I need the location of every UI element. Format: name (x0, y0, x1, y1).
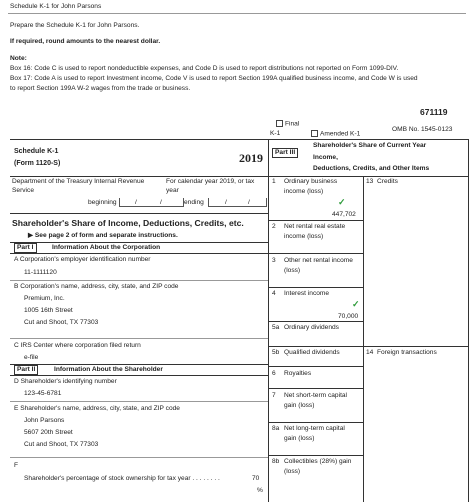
shareholder-city-field[interactable]: Cut and Shoot, TX 77303 (24, 441, 99, 448)
instruction-text: Prepare the Schedule K-1 for John Parsons. (10, 22, 140, 29)
note-line-3: to report Section 199A W-2 wages from the trade or business. (10, 85, 191, 92)
box7-num: 7 (272, 392, 276, 399)
corp-address-label: B Corporation's name, address, city, state, and ZIP code (14, 283, 179, 290)
amended-checkbox[interactable] (311, 130, 360, 138)
ending-date-field[interactable] (208, 198, 267, 207)
box7-label-1: Net short-term capital (284, 392, 348, 399)
box8b-label-2: (loss) (284, 468, 301, 475)
box5a-label: Ordinary dividends (284, 324, 339, 331)
corp-street-field[interactable]: 1005 16th Street (24, 307, 73, 314)
shareholder-name-field[interactable]: John Parsons (24, 417, 65, 424)
box7-label-2: gain (loss) (284, 402, 315, 409)
box5a-num: 5a (272, 324, 280, 331)
department-line-2: Service (12, 187, 34, 194)
part3-tag: Part III (272, 148, 298, 158)
box8a-label-1: Net long-term capital (284, 425, 345, 432)
box1-label-1: Ordinary business (284, 178, 338, 185)
box4-field[interactable]: 70,000 (338, 313, 359, 320)
amended-label: Amended K-1 (320, 130, 361, 138)
box6-num: 6 (272, 370, 276, 377)
date-separator: / (135, 199, 137, 206)
box8a-num: 8a (272, 425, 280, 432)
part3-title-3: Deductions, Credits, and Other Items (313, 165, 430, 172)
box6-label: Royalties (284, 370, 312, 377)
ein-field[interactable]: 11-1111120 (24, 269, 57, 276)
shareholder-id-label: D Shareholder's identifying number (14, 378, 117, 385)
department-line-1: Department of the Treasury Internal Revenue (12, 178, 145, 185)
box1-label-2: income (loss) (284, 188, 324, 195)
box2-label-1: Net rental real estate (284, 223, 346, 230)
irs-center-label: C IRS Center where corporation filed return (14, 342, 141, 349)
box14-num: 14 (366, 349, 374, 356)
box2-label-2: income (loss) (284, 233, 324, 240)
schedule-title: Schedule K-1 (14, 148, 59, 155)
part3-title-2: Income, (313, 154, 338, 161)
beginning-date-field[interactable] (119, 198, 184, 207)
part3-title-1: Shareholder's Share of Current Year (313, 142, 427, 149)
form-number: (Form 1120-S) (14, 160, 61, 167)
box1-num: 1 (272, 178, 276, 185)
part1-tag: Part I (14, 243, 37, 253)
note-line-1: Box 16: Code C is used to report nondeductible expenses, and Code D is used to report distributions not reported on Form 1099-DIV. (10, 65, 399, 72)
box8a-label-2: gain (loss) (284, 435, 315, 442)
shareholder-street-field[interactable]: 5607 20th Street (24, 429, 73, 436)
box13-num: 13 (366, 178, 374, 185)
part1-title: Information About the Corporation (52, 244, 161, 251)
note-line-2: Box 17: Code A is used to report Investment income, Code V is used to report Section 199A qualified business income, and Code W is used (10, 75, 418, 82)
part2-title: Information About the Shareholder (54, 366, 163, 373)
ownership-unit: % (257, 487, 263, 494)
date-separator: / (248, 199, 250, 206)
page-title: Schedule K-1 for John Parsons (10, 3, 102, 10)
box2-num: 2 (272, 223, 276, 230)
box8b-label-1: Collectibles (28%) gain (284, 458, 352, 465)
box3-label-1: Other net rental income (284, 257, 353, 264)
box1-field[interactable]: 447,702 (332, 211, 356, 218)
share-title: Shareholder's Share of Income, Deductions, Credits, etc. (12, 218, 244, 228)
ownership-field[interactable]: 70 (252, 475, 260, 482)
tax-year: 2019 (239, 151, 263, 165)
box5b-num: 5b (272, 349, 280, 356)
box8b-num: 8b (272, 458, 280, 465)
ein-label: A Corporation's employer identification number (14, 256, 151, 263)
final-checkbox[interactable] (276, 120, 299, 128)
box3-num: 3 (272, 257, 276, 264)
calendar-line-2: year (166, 187, 179, 194)
ending-label: ending (184, 199, 204, 206)
form-code: 671119 (420, 107, 448, 117)
rounding-note: If required, round amounts to the nearest dollar. (10, 38, 161, 45)
box5b-label: Qualified dividends (284, 349, 340, 356)
ownership-label: Shareholder's percentage of stock ownership for tax year . . . . . . . . (24, 475, 220, 482)
date-separator: / (160, 199, 162, 206)
corp-name-field[interactable]: Premium, Inc. (24, 295, 65, 302)
beginning-label: beginning (88, 199, 117, 206)
see-page-note: ▶ See page 2 of form and separate instructions. (28, 232, 178, 239)
note-label: Note: (10, 55, 27, 62)
box3-label-2: (loss) (284, 267, 301, 274)
omb-number: OMB No. 1545-0123 (392, 126, 453, 133)
box4-num: 4 (272, 290, 276, 297)
k1-label: K-1 (270, 130, 281, 137)
part2-tag: Part II (14, 365, 38, 375)
date-separator: / (225, 199, 227, 206)
corp-city-field[interactable]: Cut and Shoot, TX 77303 (24, 319, 99, 326)
irs-center-field[interactable]: e-file (24, 354, 39, 361)
box14-label: Foreign transactions (377, 349, 437, 356)
ownership-label-letter: F (14, 462, 19, 469)
shareholder-id-field[interactable]: 123-45-6781 (24, 390, 62, 397)
check-icon: ✓ (338, 197, 346, 207)
shareholder-address-label: E Shareholder's name, address, city, state, and ZIP code (14, 405, 180, 412)
box13-label: Credits (377, 178, 398, 185)
calendar-line-1: For calendar year 2019, or tax (166, 178, 255, 185)
check-icon: ✓ (352, 299, 360, 309)
final-label: Final (285, 120, 300, 128)
box4-label: Interest income (284, 290, 330, 297)
